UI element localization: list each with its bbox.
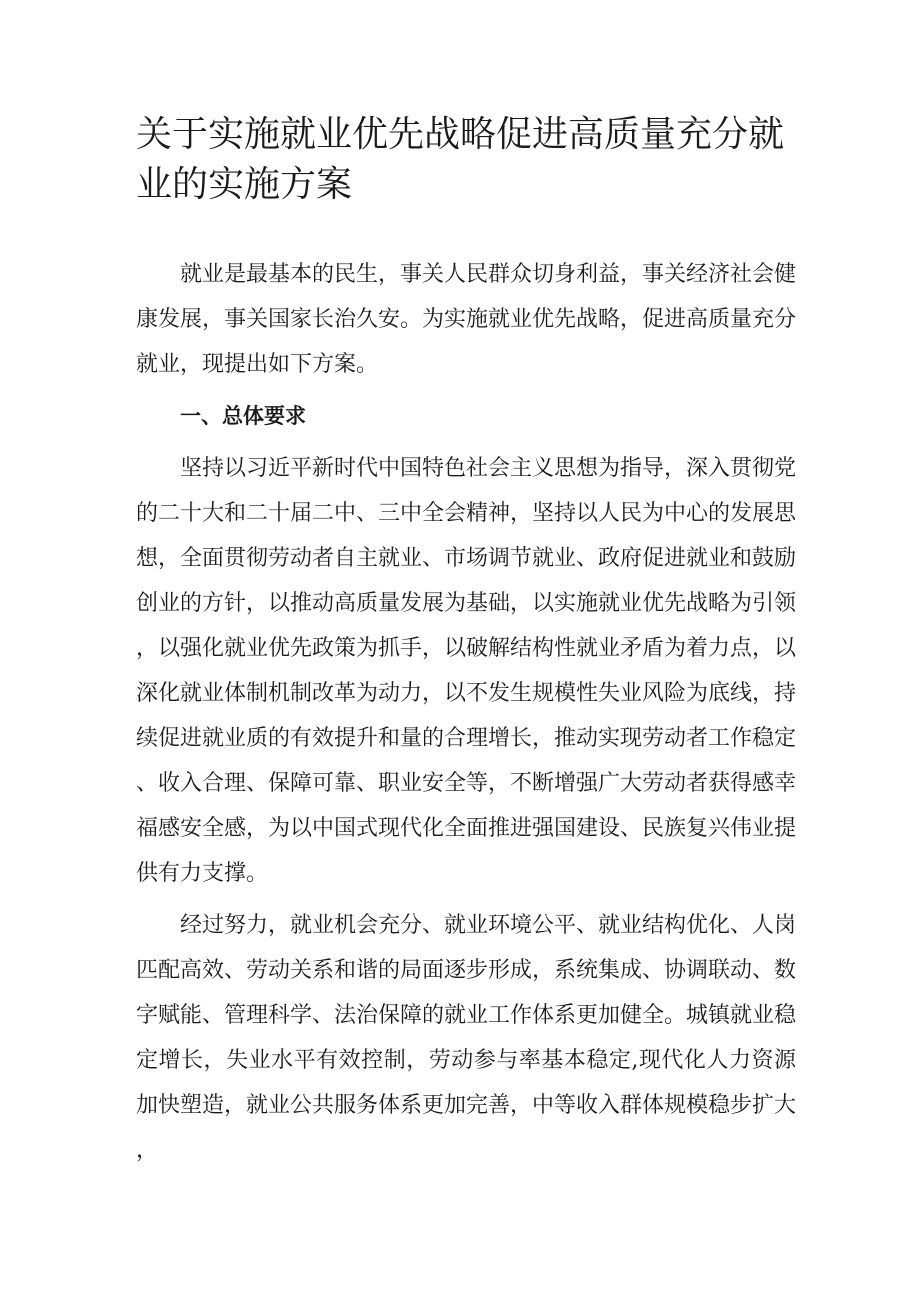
body-paragraph-guiding-principles: 坚持以习近平新时代中国特色社会主义思想为指导，深入贯彻党的二十大和二十届二中、三中全会精神，坚持以人民为中心的发展思想，全面贯彻劳动者自主就业、市场调节就业、政府促进就业和鼓励创业的方针，以推动高质量发展为基础，以实施就业优先战略为引领，以强化就业优先政策为抓手，以破解结构性就业矛盾为着力点，以深化就业体制机制改革为动力，以不发生规模性失业风险为底线，持续促进就业质的有效提升和量的合理增长，推动实现劳动者工作稳定、收入合理、保障可靠、职业安全等，不断增强广大劳动者获得感幸福感安全感，为以中国式现代化全面推进强国建设、民族复兴伟业提供有力支撑。 bbox=[136, 456, 797, 886]
intro-paragraph: 就业是最基本的民生，事关人民群众切身利益，事关经济社会健康发展，事关国家长治久安。为实施就业优先战略，促进高质量充分就业，现提出如下方案。 bbox=[136, 262, 797, 377]
body-paragraph-goals: 经过努力，就业机会充分、就业环境公平、就业结构优化、人岗匹配高效、劳动关系和谐的局面逐步形成，系统集成、协调联动、数字赋能、管理科学、法治保障的就业工作体系更加健全。城镇就业稳定增长，失业水平有效控制，劳动参与率基本稳定,现代化人力资源加快塑造，就业公共服务体系更加完善，中等收入群体规模稳步扩大， bbox=[136, 913, 797, 1163]
document-body bbox=[136, 252, 796, 1180]
section-heading-general-requirements: 一、总体要求 bbox=[180, 404, 306, 428]
document-title: 关于实施就业优先战略促进高质量充分就业的实施方案 bbox=[136, 114, 785, 205]
